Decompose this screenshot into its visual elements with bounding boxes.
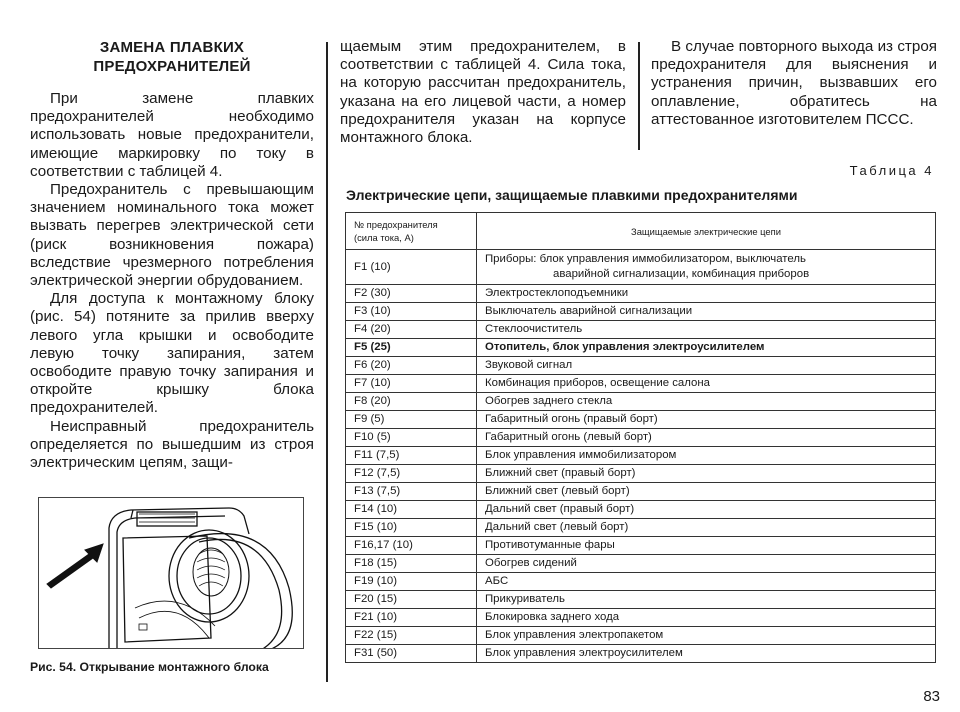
fuse-cell: F20 (15) [346, 591, 477, 609]
mounting-block-illustration [39, 498, 304, 649]
circuit-cell: Блок управления электропакетом [477, 627, 936, 645]
circuit-cell: Блокировка заднего хода [477, 609, 936, 627]
section-title-line2: ПРЕДОХРАНИТЕЛЕЙ [93, 58, 251, 75]
right-column [651, 38, 937, 129]
fuse-table [345, 212, 936, 663]
column-divider-right [638, 42, 640, 150]
table-row [346, 519, 936, 537]
circuit-line2: аварийной сигнализации, комбинация приборов [553, 268, 810, 280]
paragraph-faulty-fuse: Неисправный предохранитель определяется по вышедшим из строя электрическим цепям, защи- [30, 417, 314, 472]
fuse-cell: F12 (7,5) [346, 465, 477, 483]
fuse-cell: F6 (20) [346, 357, 477, 375]
fuse-cell: F5 (25) [346, 339, 477, 357]
left-column [30, 38, 314, 472]
figure-caption: Рис. 54. Открывание монтажного блока [30, 660, 269, 674]
fuse-cell: F19 (10) [346, 573, 477, 591]
header-circuits: Защищаемые электрические цепи [477, 213, 936, 250]
table-row [346, 429, 936, 447]
circuit-cell: Обогрев сидений [477, 555, 936, 573]
fuse-cell: F16,17 (10) [346, 537, 477, 555]
circuit-cell: Обогрев заднего стекла [477, 393, 936, 411]
table-row [346, 591, 936, 609]
circuit-cell: Комбинация приборов, освещение салона [477, 375, 936, 393]
circuit-cell: Выключатель аварийной сигнализации [477, 303, 936, 321]
table-row [346, 501, 936, 519]
table-title: Электрические цепи, защищаемые плавкими предохранителями [346, 187, 798, 203]
circuit-cell: Дальний свет (левый борт) [477, 519, 936, 537]
circuit-cell [477, 250, 936, 285]
circuit-cell: Блок управления иммобилизатором [477, 447, 936, 465]
fuse-cell: F31 (50) [346, 645, 477, 663]
table-label: Таблица 4 [849, 163, 934, 178]
table-row [346, 321, 936, 339]
figure-mounting-block [38, 497, 304, 649]
middle-column [340, 38, 626, 147]
paragraph-overcurrent-warning: Предохранитель с превышающим значением номинального тока может вызвать перегрев электрической сети (риск возникновения пожара) вследствие чрезмерного потребления электрической энергии обрудованием. [30, 181, 314, 290]
circuit-cell: Габаритный огонь (правый борт) [477, 411, 936, 429]
table-row [346, 645, 936, 663]
table-row [346, 393, 936, 411]
table-row [346, 465, 936, 483]
fuse-cell: F7 (10) [346, 375, 477, 393]
circuit-cell: Противотуманные фары [477, 537, 936, 555]
circuit-cell: Стеклоочиститель [477, 321, 936, 339]
header-fuse-number [346, 213, 477, 250]
fuse-cell: F10 (5) [346, 429, 477, 447]
circuit-line1: Приборы: блок управления иммобилизатором, выключатель [485, 253, 806, 265]
circuit-cell: Дальний свет (правый борт) [477, 501, 936, 519]
table-row [346, 537, 936, 555]
circuit-cell: Прикуриватель [477, 591, 936, 609]
table-row [346, 627, 936, 645]
table-header-row [346, 213, 936, 250]
paragraph-fuse-rating: щаемым этим предохранителем, в соответствии с таблицей 4. Сила тока, на которую рассчитан предохранитель, указана на его лицевой части, а номер предохранителя указан на корпусе монтажного блока. [340, 38, 626, 147]
arrow-icon [47, 544, 103, 588]
fuse-cell: F2 (30) [346, 285, 477, 303]
table-row [346, 555, 936, 573]
fuse-cell: F18 (15) [346, 555, 477, 573]
table-row [346, 375, 936, 393]
fuse-cell: F1 (10) [346, 250, 477, 285]
fuse-cell: F9 (5) [346, 411, 477, 429]
fuse-cell: F15 (10) [346, 519, 477, 537]
table-row [346, 609, 936, 627]
paragraph-access-block: Для доступа к монтажному блоку (рис. 54) потяните за прилив вверху левого угла крышки и освободите левую точку запирания, затем освободите правую точку запирания и откройте крышку блока предохранителей. [30, 290, 314, 417]
header-fuse-line1: № предохранителя [354, 219, 438, 230]
fuse-cell: F11 (7,5) [346, 447, 477, 465]
table-row [346, 339, 936, 357]
fuse-cell: F21 (10) [346, 609, 477, 627]
fuse-cell: F3 (10) [346, 303, 477, 321]
table-row [346, 483, 936, 501]
table-row [346, 573, 936, 591]
table-row [346, 357, 936, 375]
circuit-cell: Габаритный огонь (левый борт) [477, 429, 936, 447]
paragraph-repeat-failure: В случае повторного выхода из строя предохранителя для выяснения и устранения причин, вызвавших его оплавление, обратитесь на аттестованное изготовителем ПССС. [651, 38, 937, 128]
table-row [346, 447, 936, 465]
section-title-line1: ЗАМЕНА ПЛАВКИХ [99, 39, 245, 56]
fuse-cell: F4 (20) [346, 321, 477, 339]
table-row [346, 250, 936, 285]
header-fuse-line2: (сила тока, А) [354, 232, 414, 243]
fuse-cell: F22 (15) [346, 627, 477, 645]
fuse-cell: F14 (10) [346, 501, 477, 519]
circuit-cell: Ближний свет (левый борт) [477, 483, 936, 501]
circuit-cell: Электростеклоподъемники [477, 285, 936, 303]
circuit-cell: Блок управления электроусилителем [477, 645, 936, 663]
table-row [346, 411, 936, 429]
fuse-cell: F13 (7,5) [346, 483, 477, 501]
table-row [346, 303, 936, 321]
page-number: 83 [923, 688, 940, 705]
circuit-cell: Ближний свет (правый борт) [477, 465, 936, 483]
paragraph-fuse-marking: При замене плавких предохранителей необходимо использовать новые предохранители, имеющие маркировку по току в соответствии с таблицей 4. [30, 90, 314, 180]
table-row [346, 285, 936, 303]
circuit-cell: АБС [477, 573, 936, 591]
column-divider-left [326, 42, 328, 682]
fuse-cell: F8 (20) [346, 393, 477, 411]
circuit-cell: Отопитель, блок управления электроусилителем [477, 339, 936, 357]
section-title [30, 38, 314, 76]
circuit-cell: Звуковой сигнал [477, 357, 936, 375]
